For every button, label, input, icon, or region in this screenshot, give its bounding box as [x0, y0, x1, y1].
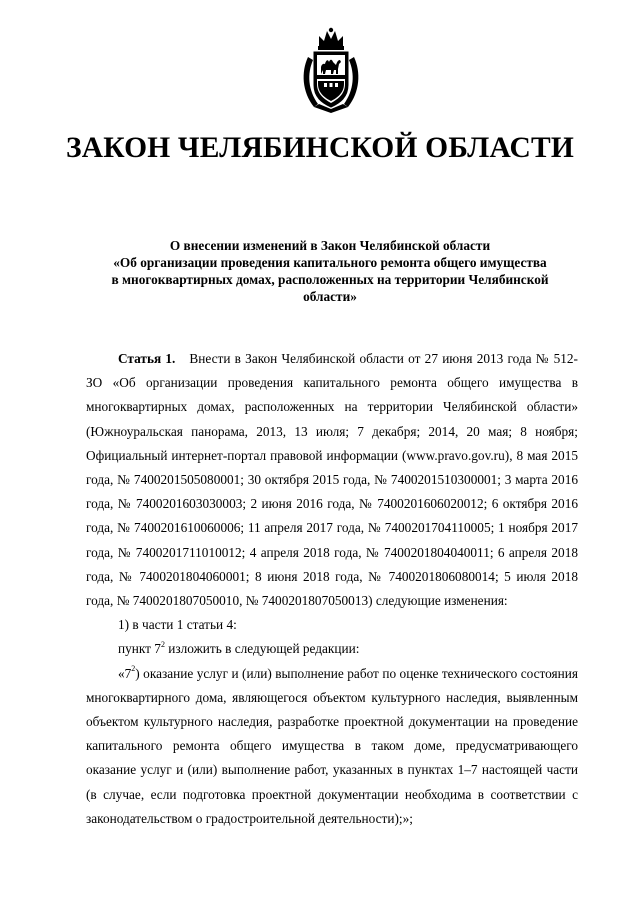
crown-icon	[318, 28, 344, 50]
item-1: 1) в части 1 статьи 4:	[118, 617, 237, 633]
subject-line: О внесении изменений в Закон Челябинской области	[169, 238, 491, 253]
law-body	[86, 347, 578, 831]
subject-line: в многоквартирных домах, расположенных на территории Челябинской	[111, 272, 549, 287]
subject-line: «Об организации проведения капитального ремонта общего имущества	[113, 255, 547, 270]
subject-line: области»	[303, 289, 357, 304]
article-1-paragraph	[86, 347, 578, 613]
article-text: Внести в Закон Челябинской области от 27 июня 2013 года № 512-ЗО «Об организации проведения капитального ремонта общего имущества в многоквартирных домах, расположенных на территории Челябинской области» (Южноуральская панорама, 2013, 13 июля; 7 декабря; 2014, 20 мая; 8 ноября; Официальный интернет-портал правовой информации (www.pravo.gov.ru), 8 мая 2015 года, № 7400201505080001; 30 октября 2015 года, № 7400201510300001; 3 марта 2016 года, № 7400201603030003; 2 июня 2016 года, № 7400201606020012; 6 октября 2016 года, № 7400201610060006; 11 апреля 2017 года, № 7400201704110005; 1 ноября 2017 года, № 7400201711010012; 4 апреля 2018 года, № 7400201804040011; 6 апреля 2018 года, № 7400201804060001; 8 июня 2018 года, № 7400201806080014; 5 июля 2018 года, № 7400201807050010, № 7400201807050013) следующие изменения:	[86, 351, 578, 609]
new-point-text: «$7^2$) оказание услуг и (или) выполнение работ по оценке технического состояния многоквартирного дома, являющегося объектом культурного наследия, выявленным объектом культурного наследия, разработке проектной документации на проведение капитального ремонта общего имущества в таком доме, предусматривающего оказание услуг и (или) выполнение работ, указанных в пунктах 1–7 настоящей части (в случае, если подготовка проектной документации необходима в соответствии с законодательством о градостроительной деятельности);»;	[86, 664, 578, 826]
law-subject	[100, 237, 560, 305]
coat-of-arms-icon	[298, 27, 364, 115]
point-instruction: пункт $7^2$ изложить в следующей редакции:	[118, 640, 360, 657]
law-title: ЗАКОН ЧЕЛЯБИНСКОЙ ОБЛАСТИ	[65, 132, 575, 164]
article-label: Статья 1.	[118, 351, 176, 366]
